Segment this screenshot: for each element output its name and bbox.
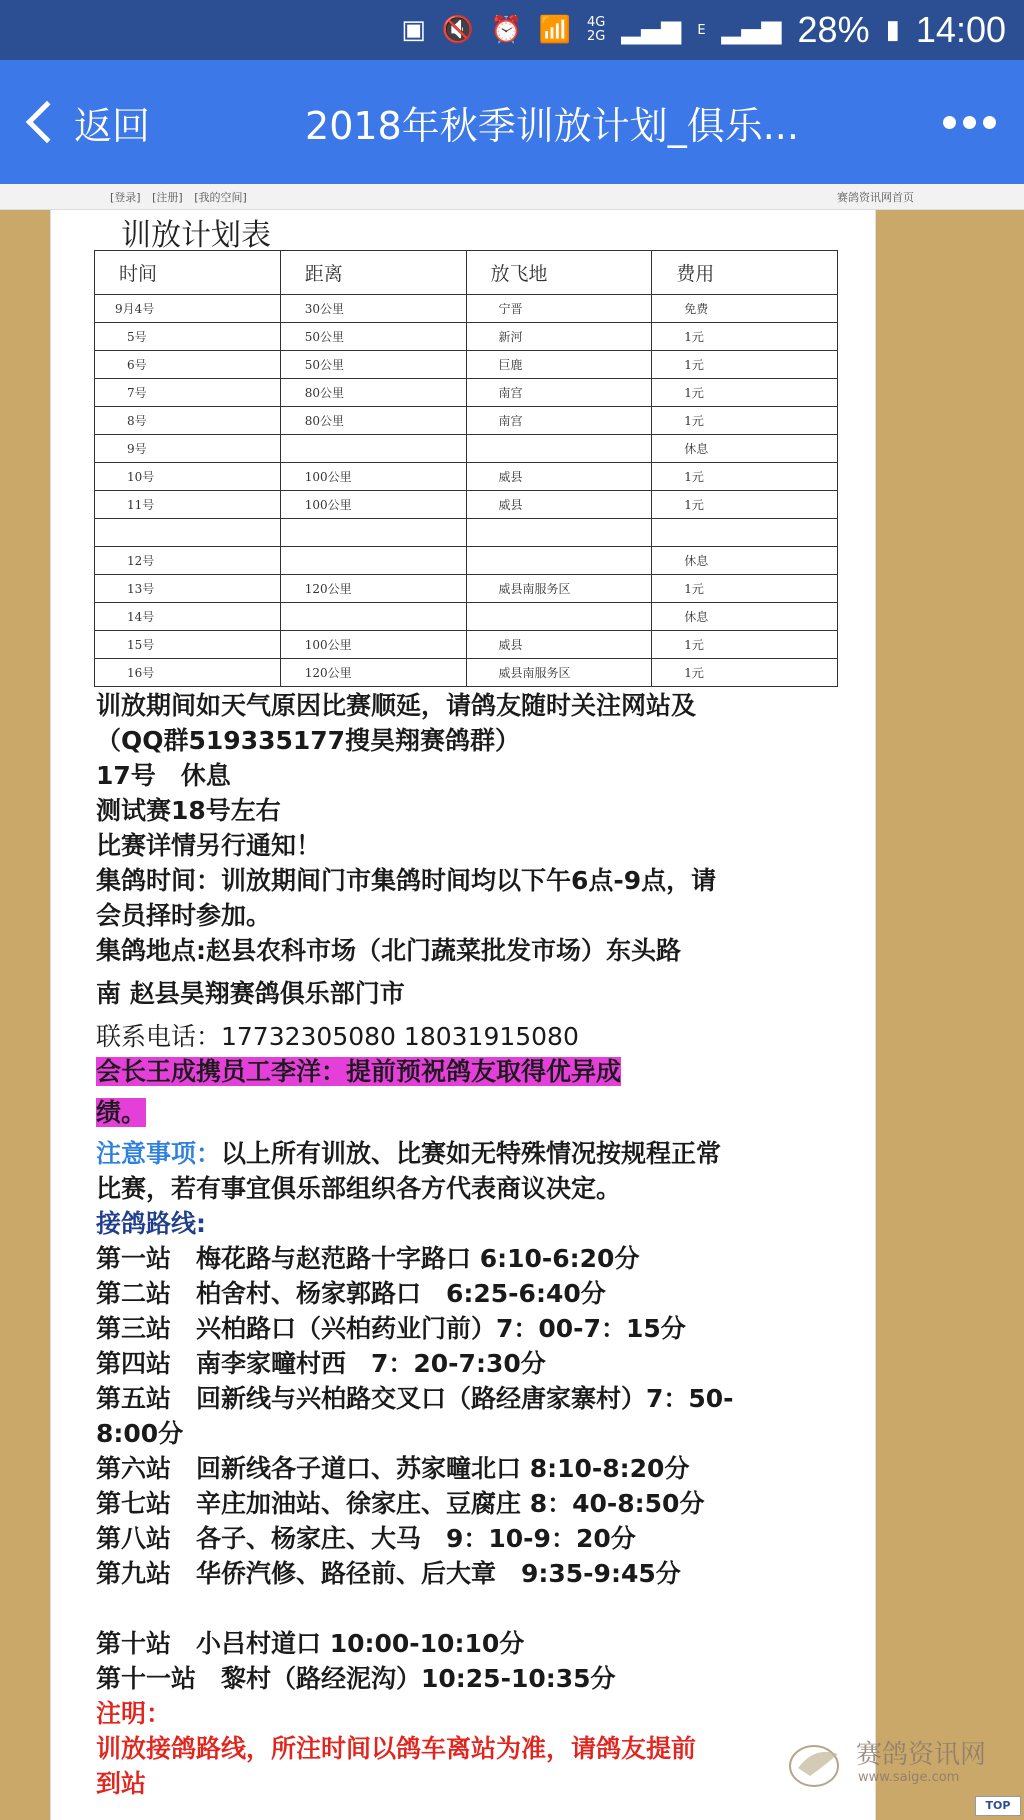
table-header-row — [95, 251, 838, 295]
table-row — [95, 407, 838, 435]
app-bar — [0, 60, 1024, 184]
status-bar — [0, 0, 1024, 60]
site-watermark — [780, 1732, 1024, 1792]
table-cell — [466, 547, 652, 575]
station-item: 第一站 梅花路与赵范路十字路口 6:10-6:20分 — [96, 1244, 640, 1273]
notice-line: （QQ群519335177搜昊翔赛鸽群） — [96, 726, 521, 755]
table-cell: 30公里 — [280, 295, 466, 323]
table-cell: 120公里 — [280, 575, 466, 603]
table-row — [95, 547, 838, 575]
table-cell: 免费 — [652, 295, 838, 323]
route-label: 接鸽路线: — [96, 1209, 206, 1238]
watermark-name: 赛鸽资讯网 — [856, 1740, 987, 1770]
attention-label: 注意事项： — [96, 1139, 222, 1168]
table-cell — [466, 435, 652, 463]
table-cell: 休息 — [652, 603, 838, 631]
table-cell: 10号 — [95, 463, 281, 491]
notice-line: 会员择时参加。 — [96, 901, 272, 930]
table-cell: 威县南服务区 — [466, 659, 652, 687]
login-link[interactable]: [登录] — [110, 190, 141, 204]
notice-line: 训放期间如天气原因比赛顺延，请鸽友随时关注网站及 — [96, 691, 697, 720]
alarm-icon: ⏰ — [490, 15, 523, 45]
table-cell: 50公里 — [280, 323, 466, 351]
table-cell: 11号 — [95, 491, 281, 519]
table-row — [95, 631, 838, 659]
table-cell: 新河 — [466, 323, 652, 351]
table-cell: 80公里 — [280, 407, 466, 435]
table-cell: 15号 — [95, 631, 281, 659]
table-cell: 威县 — [466, 491, 652, 519]
notice-line: 集鸽时间：训放期间门市集鸽时间均以下午6点-9点，请 — [96, 866, 717, 895]
site-home-link[interactable]: 赛鸽资讯网首页 — [837, 190, 914, 204]
notice-line: 测试赛18号左右 — [96, 796, 281, 825]
header-fee: 费用 — [652, 251, 838, 295]
table-cell: 120公里 — [280, 659, 466, 687]
more-options-icon[interactable] — [914, 116, 1024, 129]
table-row — [95, 519, 838, 547]
header-distance: 距离 — [280, 251, 466, 295]
table-cell: 1元 — [652, 491, 838, 519]
table-cell: 威县南服务区 — [466, 575, 652, 603]
attention-text: 以上所有训放、比赛如无特殊情况按规程正常 — [221, 1139, 722, 1168]
table-cell: 80公里 — [280, 379, 466, 407]
my-space-link[interactable]: [我的空间] — [194, 190, 247, 204]
back-to-top-button[interactable]: TOP — [975, 1796, 1021, 1816]
station-item: 第七站 辛庄加油站、徐家庄、豆腐庄 8：40-8:50分 — [96, 1489, 705, 1518]
table-cell: 16号 — [95, 659, 281, 687]
table-cell — [280, 603, 466, 631]
table-cell: 南宫 — [466, 379, 652, 407]
table-row — [95, 323, 838, 351]
table-cell: 1元 — [652, 407, 838, 435]
table-cell — [280, 519, 466, 547]
back-label: 返回 — [74, 103, 151, 148]
table-cell: 威县 — [466, 463, 652, 491]
training-schedule-table — [94, 250, 838, 687]
contact-phone: 联系电话：17732305080 18031915080 — [96, 1022, 579, 1051]
table-cell — [95, 519, 281, 547]
table-cell: 威县 — [466, 631, 652, 659]
table-cell — [652, 519, 838, 547]
notice-line: 南 赵县昊翔赛鸽俱乐部门市 — [96, 979, 405, 1008]
table-cell: 宁晋 — [466, 295, 652, 323]
station-item: 第十一站 黎村（路经泥沟）10:25-10:35分 — [96, 1664, 616, 1693]
table-row — [95, 351, 838, 379]
table-row — [95, 435, 838, 463]
table-cell: 9号 — [95, 435, 281, 463]
table-cell: 1元 — [652, 323, 838, 351]
table-cell: 1元 — [652, 379, 838, 407]
table-cell — [280, 547, 466, 575]
page-title: 2018年秋季训放计划_俱乐... — [305, 103, 799, 148]
spacer — [96, 1591, 856, 1626]
station-item: 第六站 回新线各子道口、苏家疃北口 8:10-8:20分 — [96, 1454, 690, 1483]
network-e-label: E — [697, 22, 706, 38]
header-time: 时间 — [95, 251, 281, 295]
chevron-left-icon — [26, 101, 68, 143]
table-cell: 1元 — [652, 631, 838, 659]
table-cell: 100公里 — [280, 463, 466, 491]
station-item: 第四站 南李家疃村西 7：20-7:30分 — [96, 1349, 546, 1378]
note-label: 注明： — [96, 1699, 172, 1728]
station-item: 第十站 小吕村道口 10:00-10:10分 — [96, 1629, 525, 1658]
station-item: 第五站 回新线与兴柏路交叉口（路经唐家寨村）7：50- — [96, 1384, 734, 1413]
mute-icon: 🔇 — [441, 15, 475, 45]
attention-line — [96, 1136, 856, 1171]
station-item: 第二站 柏舍村、杨家郭路口 6:25-6:40分 — [96, 1279, 606, 1308]
storage-icon: ▣ — [401, 15, 426, 45]
table-row — [95, 603, 838, 631]
notice-line: 集鸽地点:赵县农科市场（北门蔬菜批发市场）东头路 — [96, 936, 681, 965]
network-label: 4G 2G — [586, 15, 606, 44]
table-cell: 50公里 — [280, 351, 466, 379]
notice-line: 17号 休息 — [96, 761, 231, 790]
highlight-line — [96, 1095, 856, 1130]
table-cell: 1元 — [652, 463, 838, 491]
table-cell: 休息 — [652, 435, 838, 463]
wifi-icon: 📶 — [538, 15, 571, 45]
highlight-text: 会长王成携员工李洋：提前预祝鸽友取得优异成 — [96, 1057, 622, 1086]
table-cell: 6号 — [95, 351, 281, 379]
table-title: 训放计划表 — [121, 218, 271, 253]
signal-icon-2: ▂▄▆ — [721, 15, 782, 45]
table-row — [95, 295, 838, 323]
table-cell: 9月4号 — [95, 295, 281, 323]
highlight-text: 绩。 — [96, 1098, 147, 1127]
battery-percent: 28% — [797, 9, 870, 50]
station-list-2 — [96, 1626, 856, 1696]
table-cell: 100公里 — [280, 491, 466, 519]
back-button[interactable] — [0, 60, 190, 184]
pigeon-logo-icon — [780, 1732, 860, 1792]
attention-line: 比赛，若有事宜俱乐部组织各方代表商议决定。 — [96, 1174, 622, 1203]
table-cell: 100公里 — [280, 631, 466, 659]
table-row — [95, 491, 838, 519]
site-sub-nav — [0, 184, 1024, 210]
header-release-site: 放飞地 — [466, 251, 652, 295]
station-item: 第三站 兴柏路口（兴柏药业门前）7：00-7：15分 — [96, 1314, 686, 1343]
register-link[interactable]: [注册] — [152, 190, 183, 204]
table-cell: 南宫 — [466, 407, 652, 435]
table-cell: 13号 — [95, 575, 281, 603]
station-list — [96, 1241, 856, 1591]
clock: 14:00 — [915, 9, 1006, 50]
table-cell: 5号 — [95, 323, 281, 351]
table-cell: 1元 — [652, 659, 838, 687]
station-item: 8:00分 — [96, 1419, 184, 1448]
signal-icon: ▂▄▆ — [621, 15, 682, 45]
note-text: 到站 — [96, 1769, 147, 1798]
table-cell: 14号 — [95, 603, 281, 631]
station-item: 第九站 华侨汽修、路径前、后大章 9:35-9:45分 — [96, 1559, 681, 1588]
notice-line: 比赛详情另行通知！ — [96, 831, 322, 860]
table-cell: 8号 — [95, 407, 281, 435]
station-item: 第八站 各子、杨家庄、大马 9：10-9：20分 — [96, 1524, 636, 1553]
table-cell — [466, 603, 652, 631]
highlight-line — [96, 1054, 856, 1089]
table-row — [95, 659, 838, 687]
table-cell: 1元 — [652, 575, 838, 603]
table-cell: 12号 — [95, 547, 281, 575]
table-cell — [280, 435, 466, 463]
table-row — [95, 379, 838, 407]
table-cell: 1元 — [652, 351, 838, 379]
table-cell: 7号 — [95, 379, 281, 407]
table-row — [95, 463, 838, 491]
battery-icon: ▮ — [885, 15, 900, 45]
table-row — [95, 575, 838, 603]
article-body — [50, 210, 876, 1820]
note-text: 训放接鸽路线，所注时间以鸽车离站为准，请鸽友提前 — [96, 1734, 697, 1763]
notice-content — [96, 688, 856, 1801]
watermark-url: www.saige.com — [858, 1770, 960, 1785]
table-cell: 巨鹿 — [466, 351, 652, 379]
table-cell — [466, 519, 652, 547]
table-cell: 休息 — [652, 547, 838, 575]
